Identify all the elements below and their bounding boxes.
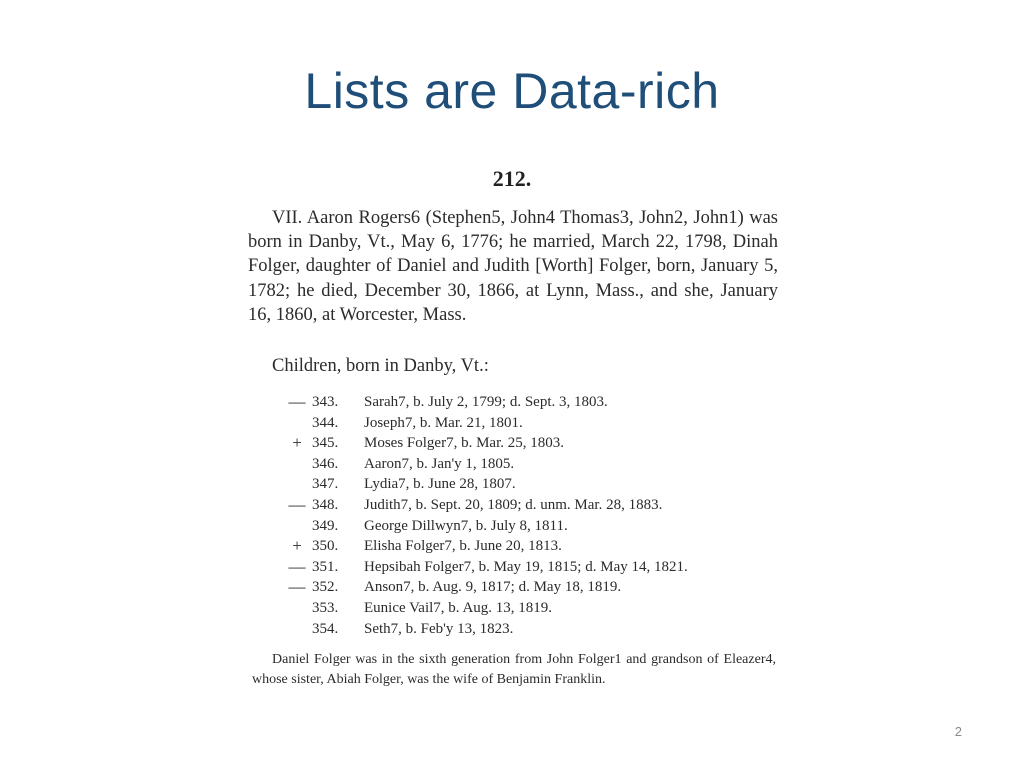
child-record: Seth7, b. Feb'y 13, 1823. xyxy=(364,620,514,637)
lineage-mark: — xyxy=(288,556,306,576)
slide-number: 2 xyxy=(954,724,962,739)
child-record: Eunice Vail7, b. Aug. 13, 1819. xyxy=(364,599,553,616)
list-item xyxy=(282,577,778,598)
list-item xyxy=(282,413,778,434)
entry-paragraph: VII. Aaron Rogers6 (Stephen5, John4 Thomas3, John2, John1) was born in Danby, Vt., May 6, 1776; he married, March 22, 1798, Dinah Folger, daughter of Daniel and Judith [Worth] Folger, born, January 5, 1782; he died, December 30, 1866, at Lynn, Mass., and she, January 16, 1860, at Worcester, Mass. xyxy=(248,208,778,325)
child-number: 347. xyxy=(312,476,339,493)
child-record: Elisha Folger7, b. June 20, 1813. xyxy=(364,538,562,555)
lineage-mark xyxy=(282,413,312,434)
lineage-mark: — xyxy=(288,577,306,597)
child-record: Moses Folger7, b. Mar. 25, 1803. xyxy=(364,435,564,452)
child-number: 344. xyxy=(312,414,339,431)
list-item xyxy=(282,598,778,619)
child-record: Joseph7, b. Mar. 21, 1801. xyxy=(364,414,523,431)
child-record: Judith7, b. Sept. 20, 1809; d. unm. Mar. 28, 1883. xyxy=(364,496,663,513)
child-number: 354. xyxy=(312,620,339,637)
child-number: 345. xyxy=(312,435,339,452)
list-item xyxy=(282,619,778,640)
lineage-mark xyxy=(282,516,312,537)
child-number: 352. xyxy=(312,579,339,596)
child-record: George Dillwyn7, b. July 8, 1811. xyxy=(364,517,568,534)
list-item xyxy=(282,557,778,578)
lineage-mark: + xyxy=(292,433,302,453)
child-number: 343. xyxy=(312,394,339,410)
list-item xyxy=(282,495,778,516)
list-item xyxy=(282,433,778,454)
children-list xyxy=(282,392,778,639)
lineage-mark xyxy=(282,454,312,475)
child-record: Aaron7, b. Jan'y 1, 1805. xyxy=(364,455,515,472)
scanned-document xyxy=(246,160,778,716)
list-item xyxy=(282,454,778,475)
child-number: 351. xyxy=(312,558,339,575)
lineage-mark xyxy=(282,598,312,619)
lineage-mark xyxy=(282,619,312,640)
footnote-text: Daniel Folger was in the sixth generation from John Folger1 and grandson of Eleazer4, whose sister, Abiah Folger, was the wife of Benjamin Franklin. xyxy=(252,652,776,688)
child-number: 350. xyxy=(312,538,339,555)
document-page-number: 212. xyxy=(492,166,532,191)
lineage-mark xyxy=(282,474,312,495)
child-record: Lydia7, b. June 28, 1807. xyxy=(364,476,516,493)
child-number: 346. xyxy=(312,455,339,472)
lineage-mark: — xyxy=(288,494,306,514)
child-record: Anson7, b. Aug. 9, 1817; d. May 18, 1819. xyxy=(364,579,622,596)
list-item xyxy=(282,536,778,557)
child-record: Hepsibah Folger7, b. May 19, 1815; d. May 14, 1821. xyxy=(364,558,688,575)
lineage-mark: — xyxy=(288,392,306,411)
child-number: 349. xyxy=(312,517,339,534)
genealogy-entry xyxy=(248,206,778,327)
list-item xyxy=(282,392,778,413)
list-item xyxy=(282,474,778,495)
children-intro: Children, born in Danby, Vt.: xyxy=(272,356,489,376)
lineage-mark: + xyxy=(292,536,302,556)
footnote xyxy=(252,650,776,691)
child-record: Sarah7, b. July 2, 1799; d. Sept. 3, 1803. xyxy=(364,394,608,410)
slide-title: Lists are Data-rich xyxy=(304,63,720,119)
child-number: 353. xyxy=(312,599,339,616)
list-item xyxy=(282,516,778,537)
child-number: 348. xyxy=(312,496,339,513)
